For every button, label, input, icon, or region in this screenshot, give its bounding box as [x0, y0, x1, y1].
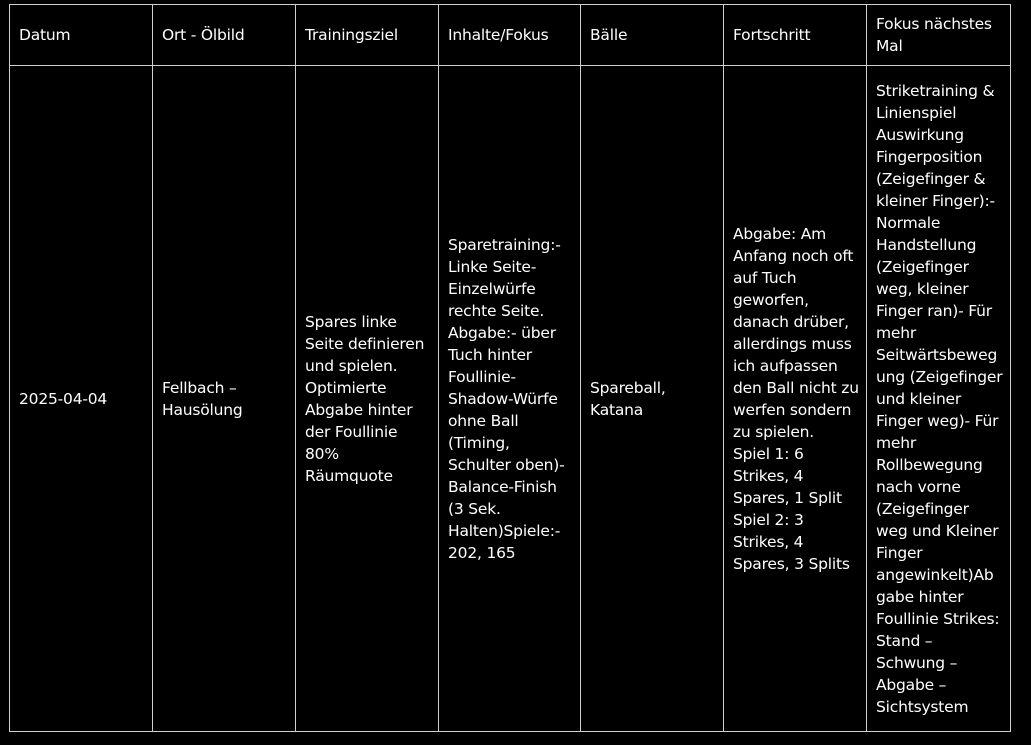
table-header	[10, 5, 1011, 66]
header-fokus-naechstes-mal: Fokus nächstes Mal	[867, 5, 1011, 66]
fortschritt-line-spiel-1: Spiel 1: 6 Strikes, 4 Spares, 1 Split	[733, 444, 842, 507]
header-inhalte-fokus: Inhalte/Fokus	[439, 5, 581, 66]
cell-fokus-naechstes-mal: Striketraining & Linienspiel Auswirkung Fingerposition (Zeigefinger & kleiner Finger):- Normale Handstellung (Zeigefinger weg, kleiner Finger ran)- Für mehr Seitwärtsbewegung (Zeigefinger und kleiner Finger weg)- Für mehr Rollbewegung nach vorne (Zeigefinger weg und Kleiner Finger angewinkelt)Abgabe hinter Foullinie Strikes: Stand – Schwung – Abgabe – Sichtsystem	[867, 66, 1011, 732]
table-row	[10, 66, 1011, 732]
header-row	[10, 5, 1011, 66]
header-ort-oelbild: Ort - Ölbild	[153, 5, 296, 66]
header-trainingsziel: Trainingsziel	[296, 5, 439, 66]
cell-inhalte-fokus: Sparetraining:- Linke Seite- Einzelwürfe rechte Seite. Abgabe:- über Tuch hinter Foullinie- Shadow-Würfe ohne Ball (Timing, Schulter oben)- Balance-Finish (3 Sek. Halten)Spiele:- 202, 165	[439, 66, 581, 732]
cell-trainingsziel: Spares linke Seite definieren und spielen. Optimierte Abgabe hinter der Foullinie 80% Räumquote	[296, 66, 439, 732]
header-baelle: Bälle	[581, 5, 724, 66]
cell-fortschritt	[724, 66, 867, 732]
header-datum: Datum	[10, 5, 153, 66]
cell-datum: 2025-04-04	[10, 66, 153, 732]
training-log-table	[9, 4, 1011, 732]
training-log-table-wrapper	[9, 4, 1010, 732]
fortschritt-line-abgabe: Abgabe: Am Anfang noch oft auf Tuch geworfen, danach drüber, allerdings muss ich aufpassen den Ball nicht zu werfen sondern zu spielen.	[733, 224, 859, 441]
fortschritt-line-spiel-2: Spiel 2: 3 Strikes, 4 Spares, 3 Splits	[733, 510, 850, 573]
cell-ort: Fellbach – Hausölung	[153, 66, 296, 732]
cell-baelle: Spareball, Katana	[581, 66, 724, 732]
table-body	[10, 66, 1011, 732]
header-fortschritt: Fortschritt	[724, 5, 867, 66]
